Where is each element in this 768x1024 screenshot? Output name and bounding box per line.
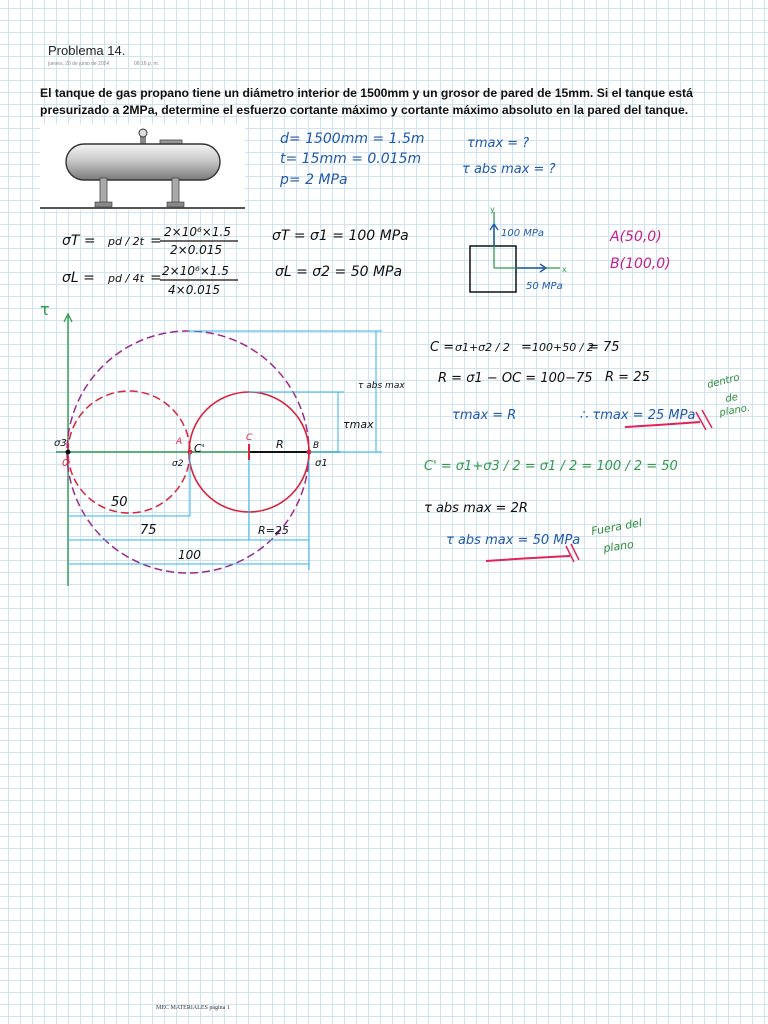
sigma-l-denominator: 4×0.015 — [168, 283, 221, 297]
mohr-radius-label: R — [276, 438, 284, 451]
page-time: 06:16 p. m. — [134, 61, 160, 67]
mohr-origin-label: 0 — [62, 458, 69, 469]
in-plane-note-1: dentro — [706, 372, 741, 391]
stress-element — [470, 205, 567, 292]
out-plane-note-2: plano — [602, 537, 635, 555]
given-diameter: d= 1500mm = 1.5m — [280, 131, 425, 147]
radius-eq: R = σ1 − OC = 100−75 — [438, 371, 593, 386]
mohr-c-prime-label: C' — [194, 442, 205, 455]
sigma-t-numerator: 2×10⁶×1.5 — [164, 225, 231, 239]
element-axis-y: y — [490, 205, 495, 214]
sigma-l-equals: = — [150, 270, 162, 286]
out-plane-note-1: Fuera del — [590, 516, 643, 538]
mohr-tau-axis-label: τ — [40, 300, 50, 319]
tau-abs-eq: τ abs max = 2R — [424, 501, 528, 516]
given-pressure: p= 2 MPa — [280, 172, 348, 188]
mohr-point-b-label: B — [313, 441, 320, 451]
mohr-sigma2-label: σ2 — [172, 459, 184, 469]
element-stress-100: 100 MPa — [501, 228, 545, 239]
page-date: jueves, 20 de junio de 2024 — [48, 61, 110, 67]
mohr-tau-max-label: τmax — [343, 418, 374, 431]
page-footer: MEC MATERIALES página 1 — [156, 1005, 230, 1011]
point-a-coords: A(50,0) — [610, 229, 662, 245]
in-plane-note-3: plano. — [718, 402, 751, 419]
mohr-circle-diagram — [40, 300, 405, 586]
tau-abs-result: τ abs max = 50 MPa — [446, 533, 581, 548]
mohr-point-a-label: A — [176, 437, 183, 447]
sigma-l-formula: pd / 4t — [108, 272, 144, 285]
in-plane-note-2: de — [724, 391, 739, 405]
sigma-l-result: σL = σ2 = 50 MPa — [275, 264, 403, 280]
sigma-t-lhs: σT = — [62, 233, 96, 249]
center-eq-mid: = — [521, 340, 532, 355]
radius-result: R = 25 — [605, 370, 650, 385]
tau-max-result: ∴ τmax = 25 MPa — [580, 408, 696, 423]
given-thickness: t= 15mm = 0.015m — [280, 151, 422, 167]
mohr-point-c-label: C — [246, 433, 253, 443]
sigma-t-result: σT = σ1 = 100 MPa — [272, 228, 409, 244]
unknown-tau-max: τmax = ? — [467, 136, 530, 151]
sigma-t-denominator: 2×0.015 — [170, 243, 223, 257]
tau-max-eq: τmax = R — [452, 408, 517, 423]
mohr-dim-r25: R=25 — [258, 524, 289, 537]
page-title: Problema 14. — [48, 43, 126, 58]
element-axis-x: x — [562, 265, 567, 274]
sigma-l-numerator: 2×10⁶×1.5 — [162, 264, 229, 278]
sigma-l-lhs: σL = — [62, 270, 95, 286]
mohr-dim-75: 75 — [140, 523, 157, 538]
mohr-sigma3-label: σ3 — [54, 438, 67, 449]
element-stress-50: 50 MPa — [526, 281, 563, 292]
sigma-t-formula: pd / 2t — [108, 235, 144, 248]
mohr-tau-abs-label: τ abs max — [358, 381, 405, 391]
mohr-dim-100: 100 — [178, 548, 201, 562]
sigma-t-equals: = — [150, 233, 162, 249]
center-eq-num: 100+50 / 2 — [532, 341, 594, 354]
point-b-coords: B(100,0) — [610, 256, 671, 272]
problem-statement: El tanque de gas propano tiene un diámetro interior de 1500mm y un grosor de pared de 15mm. Si el tanque está presurizado a 2MPa, determine el esfuerzo cortante máximo y cortante máximo absoluto en la pared del tanque. — [40, 86, 693, 117]
mohr-sigma1-label: σ1 — [315, 458, 328, 469]
c-prime-eq: C' = σ1+σ3 / 2 = σ1 / 2 = 100 / 2 = 50 — [424, 459, 678, 474]
mohr-dim-50: 50 — [111, 495, 128, 510]
center-eq-result: = 75 — [588, 340, 620, 355]
unknown-tau-abs: τ abs max = ? — [462, 162, 556, 177]
center-eq-frac: σ1+σ2 / 2 — [455, 341, 510, 354]
center-eq-lhs: C = — [430, 340, 455, 355]
